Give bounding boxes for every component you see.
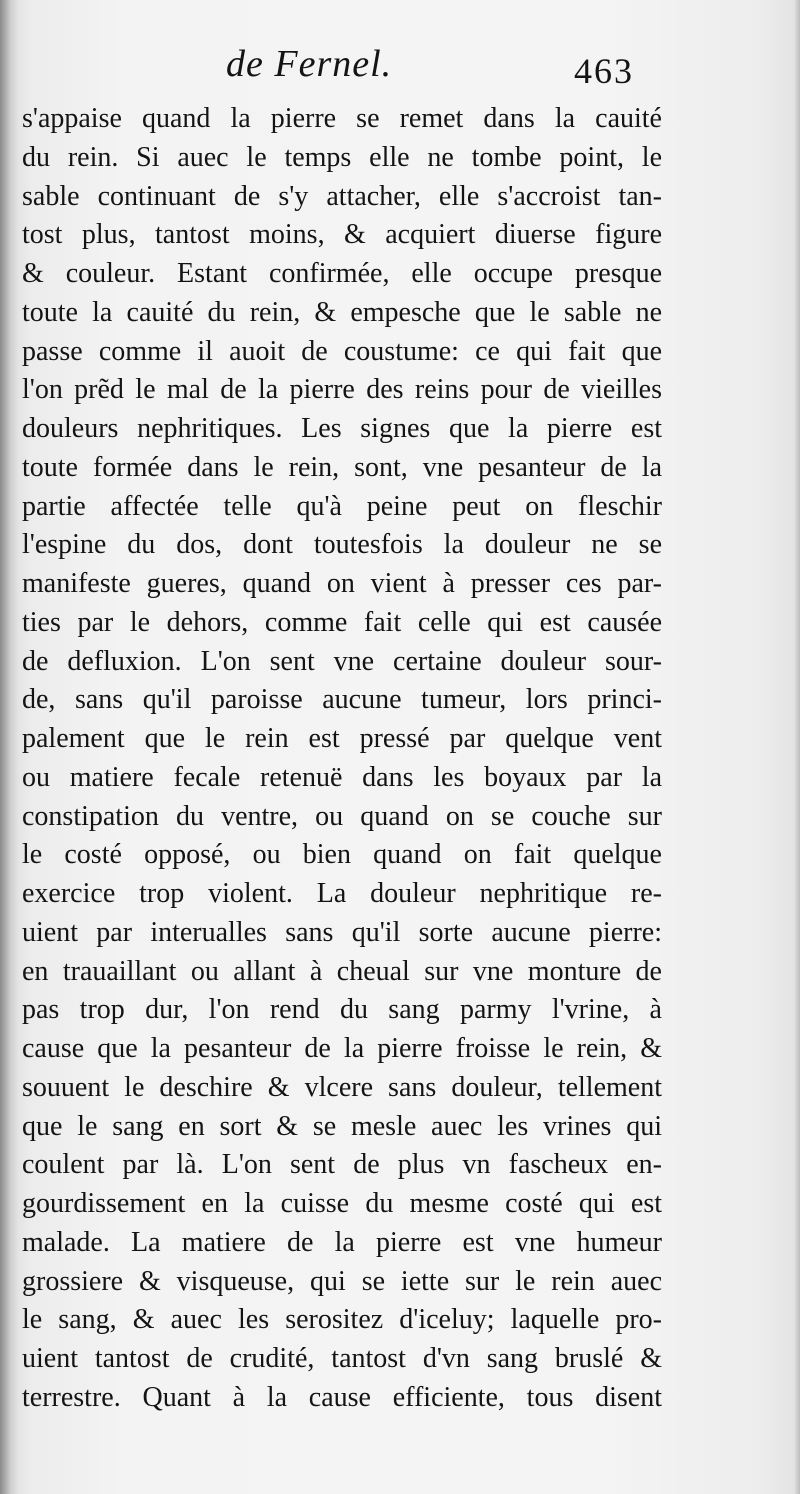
text-line: souuent le deschire & vlcere sans douleur, tellement — [22, 1071, 662, 1103]
text-line: pas trop dur, l'on rend du sang parmy l'vrine, à — [22, 994, 662, 1026]
spine-shadow — [0, 0, 18, 1494]
text-line: l'espine du dos, dont toutesfois la douleur ne se — [22, 529, 662, 561]
text-line: exercice trop violent. La douleur nephritique re- — [22, 878, 662, 909]
text-line: ties par le dehors, comme fait celle qui est causée — [22, 606, 662, 638]
text-line: uient par interualles sans qu'il sorte aucune pierre: — [22, 916, 662, 948]
text-line: sable continuant de s'y attacher, elle s'accroist tan- — [22, 180, 662, 212]
text-line: gourdissement en la cuisse du mesme costé qui est — [22, 1188, 662, 1219]
text-line: le costé opposé, ou bien quand on fait quelque — [22, 839, 662, 871]
text-line: manifeste gueres, quand on vient à presser ces par- — [22, 568, 662, 599]
page-number: 463 — [574, 51, 634, 91]
text-line: le sang, & auec les serositez d'iceluy; laquelle pro- — [22, 1304, 662, 1336]
text-line: malade. La matiere de la pierre est vne humeur — [22, 1226, 662, 1258]
running-head: de Fernel. — [226, 43, 393, 85]
text-line: cause que la pesanteur de la pierre froisse le rein, & — [22, 1033, 662, 1064]
text-line: l'on prẽd le mal de la pierre des reins pour de vieilles — [22, 374, 662, 406]
page-edge — [794, 0, 800, 1494]
text-line: terrestre. Quant à la cause efficiente, tous disent — [22, 1381, 662, 1413]
text-line: toute formée dans le rein, sont, vne pesanteur de la — [22, 451, 662, 483]
text-line: s'appaise quand la pierre se remet dans la cauité — [22, 103, 662, 134]
text-line: tost plus, tantost moins, & acquiert diuerse figure — [22, 219, 662, 251]
text-line: douleurs nephritiques. Les signes que la pierre est — [22, 413, 662, 444]
text-line: uient tantost de crudité, tantost d'vn sang bruslé & — [22, 1343, 662, 1374]
text-line: palement que le rein est pressé par quelque vent — [22, 723, 662, 754]
text-line: grossiere & visqueuse, qui se iette sur le rein auec — [22, 1265, 662, 1297]
text-line: passe comme il auoit de coustume: ce qui fait que — [22, 335, 662, 367]
text-line: du rein. Si auec le temps elle ne tombe point, le — [22, 141, 662, 173]
text-line: en trauaillant ou allant à cheual sur vne monture de — [22, 955, 662, 987]
text-line: ou matiere fecale retenuë dans les boyaux par la — [22, 761, 662, 793]
text-line: de defluxion. L'on sent vne certaine douleur sour- — [22, 645, 662, 677]
text-line: coulent par là. L'on sent de plus vn fascheux en- — [22, 1149, 662, 1181]
text-line: constipation du ventre, ou quand on se couche sur — [22, 800, 662, 832]
body-text — [22, 100, 662, 1418]
text-line: & couleur. Estant confirmée, elle occupe presque — [22, 258, 662, 289]
text-line: de, sans qu'il paroisse aucune tumeur, lors princi- — [22, 684, 662, 716]
text-line: toute la cauité du rein, & empesche que le sable ne — [22, 296, 662, 328]
text-line: partie affectée telle qu'à peine peut on fleschir — [22, 490, 662, 522]
text-line: que le sang en sort & se mesle auec les vrines qui — [22, 1110, 662, 1142]
